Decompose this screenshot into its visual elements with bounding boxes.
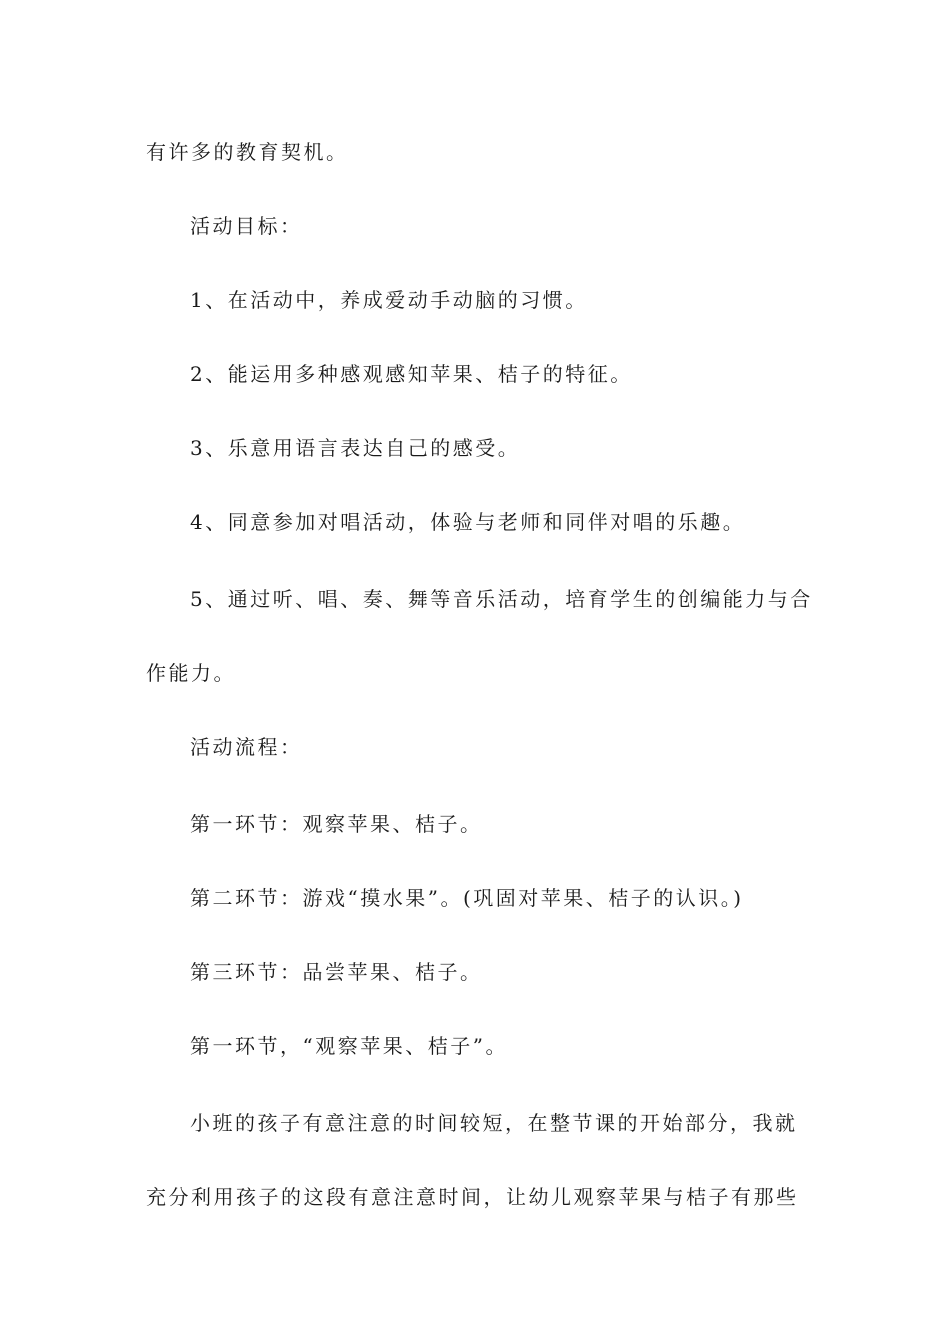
process-step-1: 第一环节：观察苹果、桔子。 <box>190 812 483 836</box>
section-heading-process: 活动流程： <box>190 735 303 759</box>
goal-item-5-continued: 作能力。 <box>146 661 236 685</box>
goal-item-1: 1、在活动中，养成爱动手动脑的习惯。 <box>190 288 588 312</box>
goal-item-3: 3、乐意用语言表达自己的感受。 <box>190 436 521 460</box>
section-heading-goals: 活动目标： <box>190 214 303 238</box>
paragraph-line: 有许多的教育契机。 <box>146 140 349 164</box>
goal-item-5: 5、通过听、唱、奏、舞等音乐活动，培育学生的创编能力与合 <box>190 587 813 611</box>
step-1-heading: 第一环节，“观察苹果、桔子”。 <box>190 1034 508 1058</box>
process-step-3: 第三环节：品尝苹果、桔子。 <box>190 960 483 984</box>
paragraph-line: 充分利用孩子的这段有意注意时间，让幼儿观察苹果与桔子有那些 <box>146 1185 799 1209</box>
paragraph-line: 小班的孩子有意注意的时间较短，在整节课的开始部分，我就 <box>190 1111 798 1135</box>
process-step-2: 第二环节：游戏“摸水果”。(巩固对苹果、桔子的认识。) <box>190 886 744 910</box>
goal-item-2: 2、能运用多种感观感知苹果、桔子的特征。 <box>190 362 633 386</box>
goal-item-4: 4、同意参加对唱活动，体验与老师和同伴对唱的乐趣。 <box>190 510 746 534</box>
